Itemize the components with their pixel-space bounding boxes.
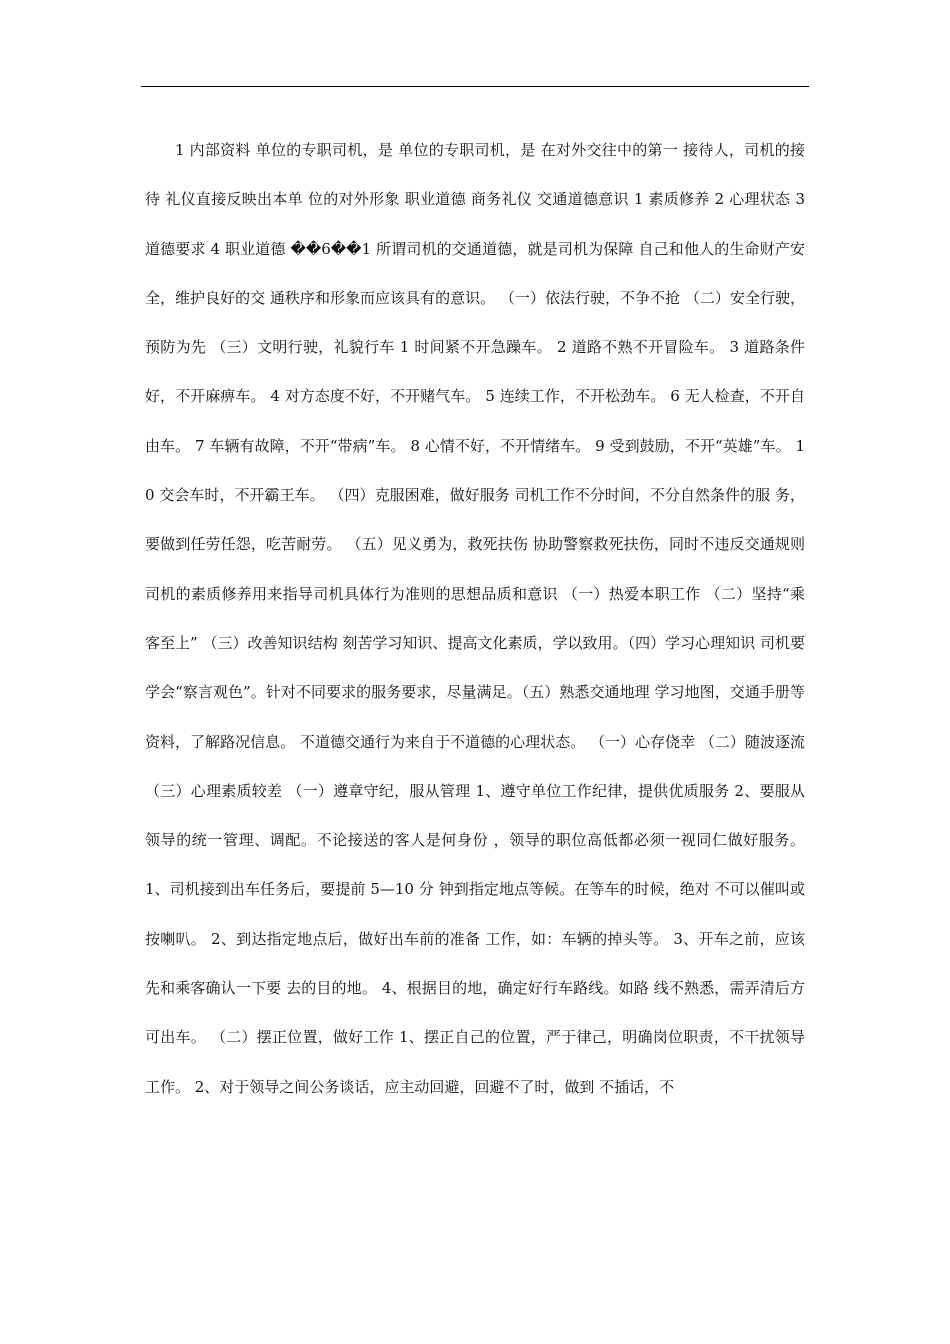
body-paragraph: 1 内部资料 单位的专职司机，是 单位的专职司机，是 在对外交往中的第一 接待人，司机的接待 礼仪直接反映出本单 位的对外形象 职业道德 商务礼仪 交通道德意识 1 素质修养 2 心理状态 3 道德要求 4 职业道德 ��6��1 所谓司机的交通道德，就是司机为保障 自己和他人的生命财产安全，维护良好的交 通秩序和形象而应该具有的意识。 （一）依法行驶，不争不抢 （二）安全行驶，预防为先 （三）文明行驶，礼貌行车 1 时间紧不开急躁车。 2 道路不熟不开冒险车。 3 道路条件好，不开麻痹车。 4 对方态度不好，不开赌气车。 5 连续工作，不开松劲车。 6 无人检查，不开自由车。 7 车辆有故障，不开“带病”车。 8 心情不好，不开情绪车。 9 受到鼓励，不开“英雄”车。 10 交会车时，不开霸王车。 （四）克服困难，做好服务 司机工作不分时间，不分自然条件的服 务，要做到任劳任怨，吃苦耐劳。 （五）见义勇为，救死扶伤 协助警察救死扶伤，同时不违反交通规则 司机的素质修养用来指导司机具体行为准则的思想品质和意识 （一）热爱本职工作 （二）坚持“乘客至上” （三）改善知识结构 刻苦学习知识、提高文化素质，学以致用。（四）学习心理知识 司机要学会“察言观色”。针对不同要求的服务要求，尽量满足。（五）熟悉交通地理 学习地图，交通手册等资料，了解路况信息。 不道德交通行为来自于不道德的心理状态。 （一）心存侥幸 （二）随波逐流 （三）心理素质较差 （一）遵章守纪，服从管理 1、遵守单位工作纪律，提供优质服务 2、要服从领导的统一管理、调配。不论接送的客人是何身份 ，领导的职位高低都必须一视同仁做好服务。 1、司机接到出车任务后，要提前 5—10 分 钟到指定地点等候。在等车的时候，绝对 不可以催叫或按喇叭。 2、到达指定地点后，做好出车前的准备 工作，如：车辆的掉头等。 3、开车之前，应该先和乘客确认一下要 去的目的地。 4、根据目的地，确定好行车路线。如路 线不熟悉，需弄清后方可出车。 （二）摆正位置，做好工作 1、摆正自己的位置，严于律己，明确岗位职责，不干扰领导 工作。 2、对于领导之间公务谈话，应主动回避，回避不了时，做到 不插话，不 <box>145 141 805 1096</box>
header-rule <box>141 86 809 87</box>
